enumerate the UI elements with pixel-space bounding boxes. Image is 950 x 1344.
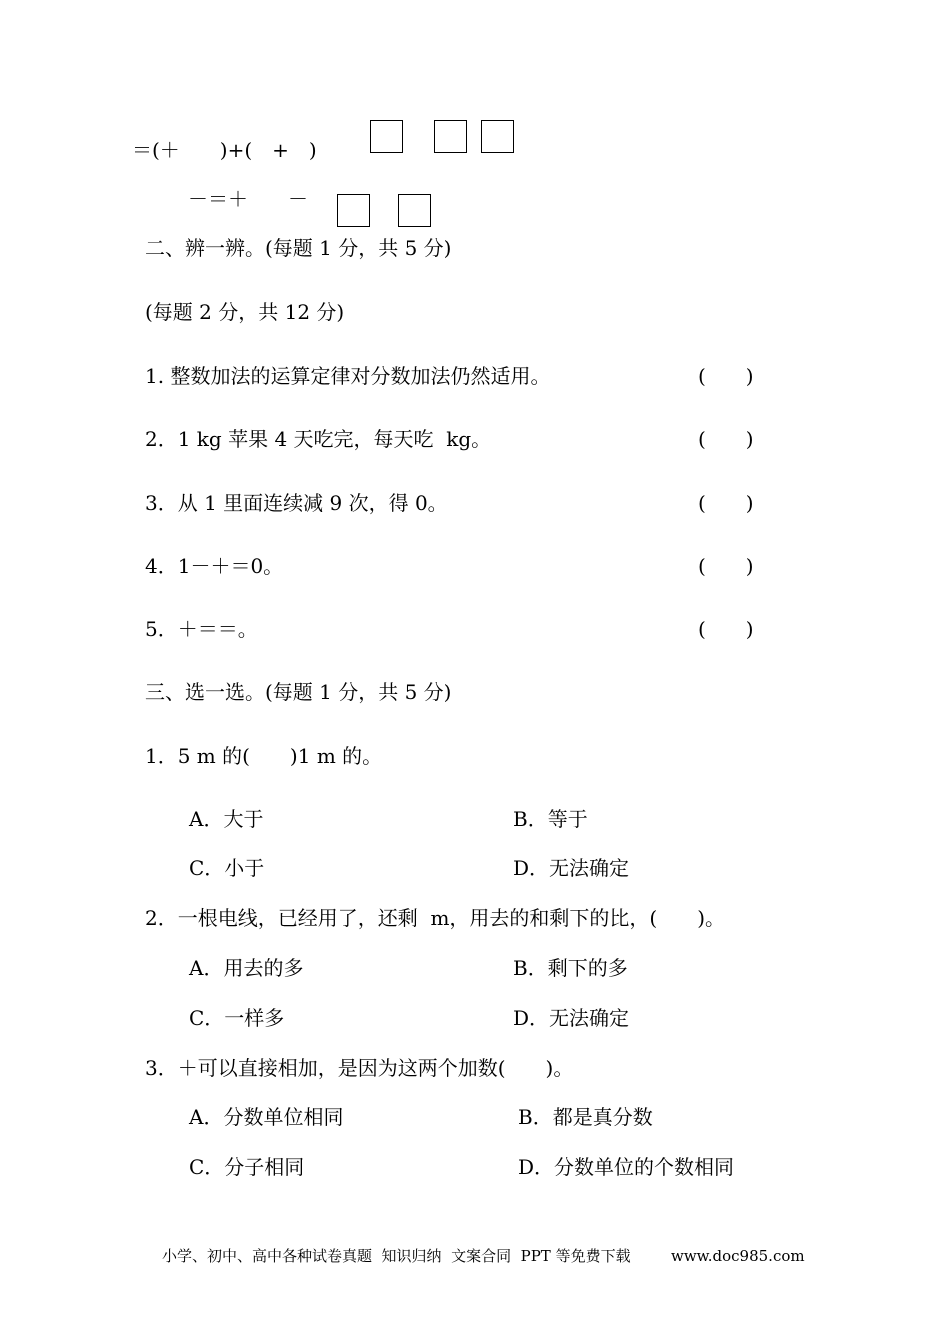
option-c: C．小于 (189, 856, 265, 880)
answer-parentheses: ( ) (698, 617, 754, 641)
judge-item-3: 3．从 1 里面连续减 9 次，得 0。 (145, 491, 448, 515)
answer-box (370, 120, 403, 153)
answer-parentheses: ( ) (698, 491, 754, 515)
choice-question-1: 1．5 m 的( )1 m 的。 (145, 744, 383, 768)
option-b: B．剩下的多 (513, 956, 628, 980)
answer-box (481, 120, 514, 153)
option-d: D．分数单位的个数相同 (518, 1155, 735, 1179)
section-2-heading: 二、辨一辨。(每题 1 分，共 5 分) (145, 236, 452, 260)
option-c: C．分子相同 (189, 1155, 305, 1179)
option-d: D．无法确定 (513, 1006, 630, 1030)
answer-box (398, 194, 431, 227)
choice-question-2: 2．一根电线，已经用了，还剩 m，用去的和剩下的比，( )。 (145, 906, 726, 930)
footer-text: 小学、初中、高中各种试卷真题 知识归纳 文案合同 PPT 等免费下载 (162, 1247, 631, 1265)
option-d: D．无法确定 (513, 856, 630, 880)
equation-line-2: －＝＋ － (188, 187, 308, 211)
option-a: A．用去的多 (189, 956, 304, 980)
answer-box (434, 120, 467, 153)
section-2-subheading: (每题 2 分，共 12 分) (145, 300, 345, 324)
answer-parentheses: ( ) (698, 427, 754, 451)
choice-question-3: 3．＋可以直接相加，是因为这两个加数( )。 (145, 1056, 574, 1080)
option-c: C．一样多 (189, 1006, 285, 1030)
equation-line-1: ＝(＋ )+( + ) (132, 138, 317, 162)
judge-item-1: 1. 整数加法的运算定律对分数加法仍然适用。 (145, 364, 551, 388)
option-a: A．分数单位相同 (189, 1105, 344, 1129)
option-a: A．大于 (189, 807, 264, 831)
answer-parentheses: ( ) (698, 554, 754, 578)
answer-box (337, 194, 370, 227)
footer-url[interactable]: www.doc985.com (671, 1247, 805, 1265)
section-3-heading: 三、选一选。(每题 1 分，共 5 分) (145, 680, 452, 704)
judge-item-2: 2．1 kg 苹果 4 天吃完，每天吃 kg。 (145, 427, 492, 451)
option-b: B．等于 (513, 807, 588, 831)
judge-item-5: 5．＋＝＝。 (145, 617, 258, 641)
answer-parentheses: ( ) (698, 364, 754, 388)
option-b: B．都是真分数 (518, 1105, 653, 1129)
judge-item-4: 4．1－＋＝0。 (145, 554, 284, 578)
